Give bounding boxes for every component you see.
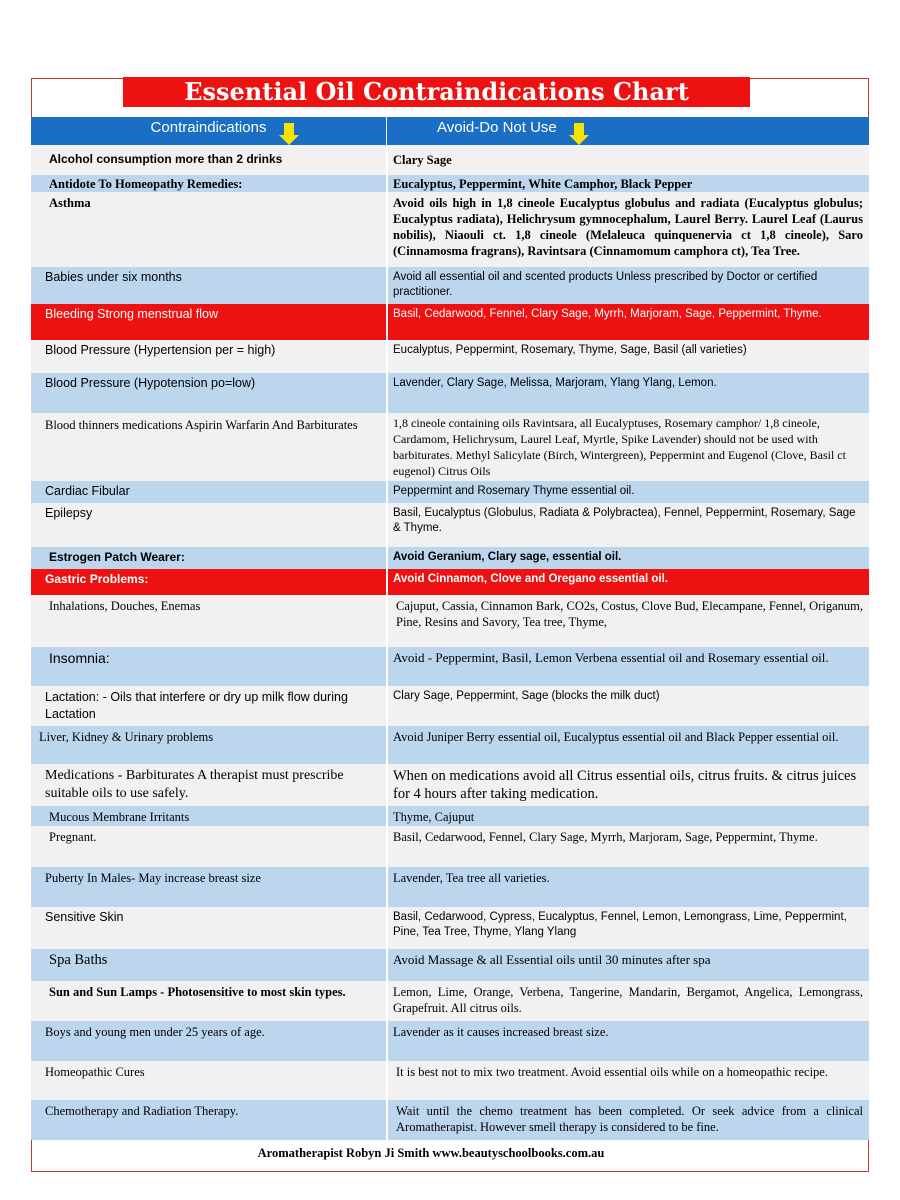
contraindication-cell: Lactation: - Oils that interfere or dry up milk flow during Lactation <box>45 690 348 721</box>
avoid-cell: Avoid - Peppermint, Basil, Lemon Verbena essential oil and Rosemary essential oil. <box>386 647 869 686</box>
table-row <box>31 1021 869 1061</box>
table-row <box>31 726 869 764</box>
contraindication-cell: Gastric Problems: <box>45 572 149 586</box>
table-row <box>31 481 869 503</box>
avoid-cell: Lemon, Lime, Orange, Verbena, Tangerine, Mandarin, Bergamot, Angelica, Lemongrass, Grapefruit. All citrus oils. <box>386 981 869 1021</box>
avoid-cell: Lavender, Tea tree all varieties. <box>386 867 869 907</box>
contraindication-cell: Sensitive Skin <box>45 910 124 924</box>
contraindication-cell: Boys and young men under 25 years of age. <box>45 1025 265 1039</box>
contraindication-cell: Estrogen Patch Wearer: <box>49 550 185 564</box>
contraindication-cell: Puberty In Males- May increase breast size <box>45 871 261 885</box>
table-row <box>31 949 869 981</box>
header-contraindications-label: Contraindications <box>150 119 267 136</box>
table-row <box>31 373 869 413</box>
table-row <box>31 413 869 481</box>
table-row <box>31 686 869 726</box>
contraindication-cell: Chemotherapy and Radiation Therapy. <box>45 1104 239 1118</box>
table-row <box>31 826 869 867</box>
table-row <box>31 981 869 1021</box>
contraindication-cell: Alcohol consumption more than 2 drinks <box>49 152 283 166</box>
table-row <box>31 595 869 647</box>
table-row <box>31 547 869 569</box>
table-row <box>31 340 869 373</box>
contraindication-cell: Inhalations, Douches, Enemas <box>49 599 201 613</box>
table-row <box>31 764 869 806</box>
contraindication-cell: Insomnia: <box>49 650 110 666</box>
avoid-cell: Avoid Massage & all Essential oils until 30 minutes after spa <box>386 949 869 981</box>
footer-credit: Aromatherapist Robyn Ji Smith www.beautyschoolbooks.com.au <box>257 1146 605 1160</box>
avoid-cell: Clary Sage, Peppermint, Sage (blocks the milk duct) <box>386 686 869 726</box>
contraindication-cell: Blood thinners medications Aspirin Warfarin And Barbiturates <box>45 418 358 432</box>
contraindication-cell: Spa Baths <box>49 952 108 968</box>
table-row <box>31 304 869 340</box>
contraindications-table <box>31 117 869 1140</box>
avoid-cell: Avoid Geranium, Clary sage, essential oil. <box>386 547 869 569</box>
contraindication-cell: Sun and Sun Lamps - Photosensitive to most skin types. <box>49 985 346 999</box>
header-contraindications <box>31 117 387 145</box>
table-row <box>31 907 869 949</box>
contraindication-cell: Blood Pressure (Hypertension per = high) <box>45 343 276 357</box>
table-header <box>31 117 869 145</box>
avoid-cell: Cajuput, Cassia, Cinnamon Bark, CO2s, Costus, Clove Bud, Elecampane, Fennel, Origanum, Pine, Resins and Savory, Tea tree, Thyme, <box>386 595 869 647</box>
table-row <box>31 1100 869 1140</box>
avoid-cell: Eucalyptus, Peppermint, White Camphor, Black Pepper <box>386 175 869 192</box>
down-arrow-icon <box>569 135 589 145</box>
avoid-cell: Peppermint and Rosemary Thyme essential oil. <box>386 481 869 503</box>
table-row <box>31 1061 869 1100</box>
table-row <box>31 867 869 907</box>
avoid-cell: Avoid oils high in 1,8 cineole Eucalyptus globulus and radiata (Eucalyptus globulus; Eucalyptus radiata), Helichrysum gymnocephalum, Laurel Berry. Laurel Leaf (Laurus nobilis), Niaouli ct. 1,8 cineole (Melaleuca quinquenervia ct 1,8 cineole), Saro (Cinnamosma fragrans), Ravintsara (Cinnamomum camphora ct), Tea Tree. <box>386 192 869 267</box>
contraindication-cell: Blood Pressure (Hypotension po=low) <box>45 376 256 390</box>
avoid-cell: Avoid Juniper Berry essential oil, Eucalyptus essential oil and Black Pepper essential oil. <box>386 726 869 764</box>
table-row <box>31 192 869 267</box>
contraindication-cell: Medications - Barbiturates A therapist must prescribe suitable oils to use safely. <box>45 768 344 801</box>
table-row <box>31 267 869 304</box>
contraindication-cell: Antidote To Homeopathy Remedies: <box>49 177 243 191</box>
header-avoid-label: Avoid-Do Not Use <box>437 119 557 136</box>
avoid-cell: It is best not to mix two treatment. Avoid essential oils while on a homeopathic recipe. <box>386 1061 869 1100</box>
avoid-cell: Basil, Cedarwood, Cypress, Eucalyptus, Fennel, Lemon, Lemongrass, Lime, Peppermint, Pine, Tea Tree, Thyme, Ylang Ylang <box>386 907 869 949</box>
avoid-cell: Eucalyptus, Peppermint, Rosemary, Thyme, Sage, Basil (all varieties) <box>386 340 869 373</box>
table-row <box>31 647 869 686</box>
contraindication-cell: Homeopathic Cures <box>45 1065 145 1079</box>
avoid-cell: Lavender as it causes increased breast size. <box>386 1021 869 1061</box>
avoid-cell: Avoid Cinnamon, Clove and Oregano essential oil. <box>386 569 869 595</box>
avoid-cell: Basil, Cedarwood, Fennel, Clary Sage, Myrrh, Marjoram, Sage, Peppermint, Thyme. <box>386 826 869 867</box>
page-title: Essential Oil Contraindications Chart <box>123 77 750 107</box>
contraindication-cell: Pregnant. <box>49 830 97 844</box>
avoid-cell: Clary Sage <box>386 145 869 175</box>
table-row <box>31 503 869 547</box>
contraindication-cell: Babies under six months <box>45 270 182 284</box>
avoid-cell: Avoid all essential oil and scented products Unless prescribed by Doctor or certified practitioner. <box>386 267 869 304</box>
contraindication-cell: Liver, Kidney & Urinary problems <box>39 730 214 744</box>
contraindication-cell: Epilepsy <box>45 506 93 520</box>
avoid-cell: Thyme, Cajuput <box>386 806 869 826</box>
table-row <box>31 145 869 175</box>
table-row <box>31 569 869 595</box>
avoid-cell: Basil, Eucalyptus (Globulus, Radiata & Polybractea), Fennel, Peppermint, Rosemary, Sage & Thyme. <box>386 503 869 547</box>
header-avoid <box>387 117 869 145</box>
table-row <box>31 806 869 826</box>
contraindication-cell: Mucous Membrane Irritants <box>49 810 190 824</box>
contraindication-cell: Asthma <box>49 196 91 210</box>
table-row <box>31 175 869 192</box>
avoid-cell: Lavender, Clary Sage, Melissa, Marjoram, Ylang Ylang, Lemon. <box>386 373 869 413</box>
contraindication-cell: Bleeding Strong menstrual flow <box>45 307 219 321</box>
down-arrow-icon <box>279 135 299 145</box>
avoid-cell: When on medications avoid all Citrus essential oils, citrus fruits. & citrus juices for 4 hours after taking medication. <box>386 764 869 806</box>
avoid-cell: Wait until the chemo treatment has been completed. Or seek advice from a clinical Aromatherapist. However smell therapy is considered to be fine. <box>386 1100 869 1140</box>
avoid-cell: Basil, Cedarwood, Fennel, Clary Sage, Myrrh, Marjoram, Sage, Peppermint, Thyme. <box>386 304 869 340</box>
contraindication-cell: Cardiac Fibular <box>45 484 130 498</box>
avoid-cell: 1,8 cineole containing oils Ravintsara, all Eucalyptuses, Rosemary camphor/ 1,8 cineole, Cardamom, Helichrysum, Laurel Leaf, Myrtle, Spike Lavender) should not be used with barbiturates. Methyl Salicylate (Birch, Wintergreen), Peppermint and Eugenol (Clove, Basil ct eugenol) Citrus Oils <box>386 413 869 481</box>
